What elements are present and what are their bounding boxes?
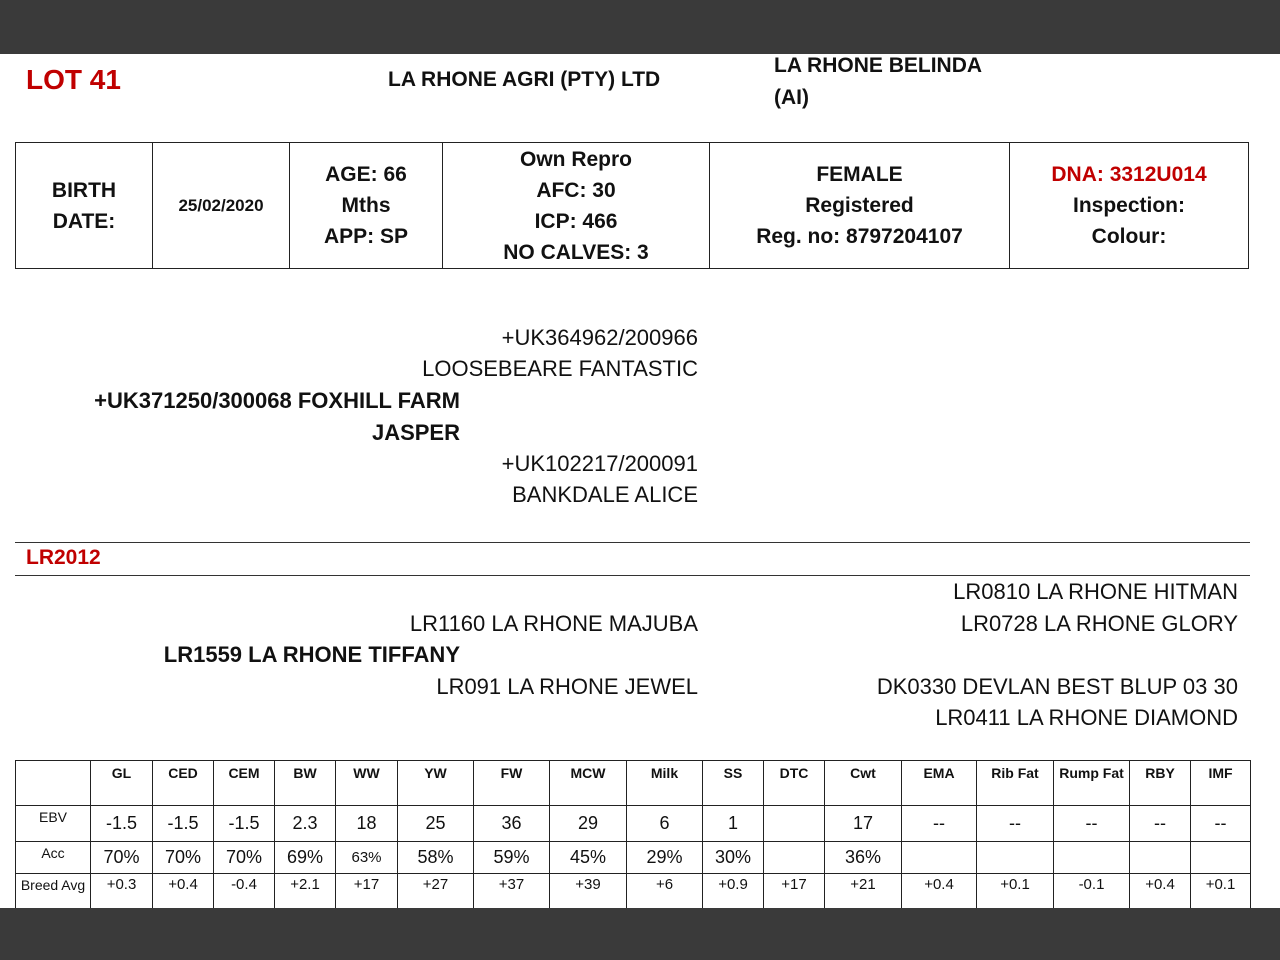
- birth-date-cell: [153, 143, 290, 269]
- breed-avg-cell: +17: [336, 874, 398, 909]
- acc-cell: 59%: [474, 842, 550, 874]
- breed-avg-cell: +0.9: [703, 874, 764, 909]
- acc-cell: 63%: [336, 842, 398, 874]
- row-label: Breed Avg: [16, 874, 91, 909]
- calves-value: NO CALVES: 3: [503, 240, 649, 264]
- sire-dam-id: +UK102217/200091: [501, 451, 698, 476]
- acc-cell: 58%: [398, 842, 474, 874]
- acc-cell: 30%: [703, 842, 764, 874]
- ebv-header-cell: CEM: [214, 761, 275, 806]
- ebv-header-cell: Rump Fat: [1054, 761, 1130, 806]
- ebv-cell: --: [902, 806, 977, 842]
- ebv-cell: 25: [398, 806, 474, 842]
- ebv-cell: --: [1130, 806, 1191, 842]
- breed-avg-cell: +17: [764, 874, 825, 909]
- breed-avg-cell: +0.1: [977, 874, 1054, 909]
- ebv-cell: 1: [703, 806, 764, 842]
- ebv-header-row: [16, 761, 1251, 806]
- breed-avg-cell: -0.1: [1054, 874, 1130, 909]
- sire-dam-name: BANKDALE ALICE: [512, 482, 698, 507]
- ebv-cell: 18: [336, 806, 398, 842]
- breeder-name: LA RHONE AGRI (PTY) LTD: [388, 68, 661, 91]
- viewer-top-bar: [0, 0, 1280, 54]
- breed-avg-cell: +39: [550, 874, 627, 909]
- ebv-header-cell: MCW: [550, 761, 627, 806]
- ebv-cell: -1.5: [214, 806, 275, 842]
- registration-number: Reg. no: 8797204107: [756, 225, 963, 248]
- mgd-sire: DK0330 DEVLAN BEST BLUP 03 30: [876, 674, 1238, 699]
- ebv-cell: 2.3: [275, 806, 336, 842]
- ebv-header-cell: BW: [275, 761, 336, 806]
- row-label: Acc: [16, 842, 91, 874]
- breed-avg-row: [16, 874, 1251, 909]
- animal-info-table: [15, 142, 1249, 269]
- breed-avg-cell: +0.4: [1130, 874, 1191, 909]
- divider-top: [15, 542, 1250, 543]
- breed-avg-cell: +0.4: [153, 874, 214, 909]
- ebv-cell: 29: [550, 806, 627, 842]
- ebv-row: [16, 806, 1251, 842]
- dam-name: LR1559 LA RHONE TIFFANY: [163, 642, 460, 667]
- acc-cell: 70%: [91, 842, 153, 874]
- ebv-cell: [764, 806, 825, 842]
- breed-avg-cell: +6: [627, 874, 703, 909]
- acc-cell: 69%: [275, 842, 336, 874]
- animal-name: LA RHONE BELINDA (AI): [774, 54, 982, 109]
- ebv-header-cell: IMF: [1191, 761, 1251, 806]
- age-unit: Mths: [341, 194, 391, 217]
- ebv-header-cell: GL: [91, 761, 153, 806]
- maternal-grandsire: LR1160 LA RHONE MAJUBA: [409, 611, 698, 636]
- mgd-dam: LR0411 LA RHONE DIAMOND: [935, 705, 1238, 730]
- birth-label: BIRTH: [51, 178, 117, 202]
- breed-avg-cell: +0.4: [902, 874, 977, 909]
- acc-cell: [764, 842, 825, 874]
- afc-value: AFC: 30: [536, 178, 616, 202]
- ebv-header-cell: [16, 761, 91, 806]
- sex-value: FEMALE: [816, 163, 903, 186]
- app-value: APP: SP: [323, 225, 409, 248]
- ebv-header-cell: Rib Fat: [977, 761, 1054, 806]
- ebv-header-cell: Milk: [627, 761, 703, 806]
- document-page: [0, 54, 1280, 908]
- breed-avg-cell: +0.1: [1191, 874, 1251, 909]
- icp-value: ICP: 466: [534, 209, 618, 233]
- mgs-dam: LR0728 LA RHONE GLORY: [960, 611, 1238, 636]
- acc-cell: 45%: [550, 842, 627, 874]
- breed-avg-cell: +27: [398, 874, 474, 909]
- divider-bottom: [15, 575, 1250, 576]
- inspection-label: Inspection:: [1072, 194, 1185, 217]
- sire-sire-name: LOOSEBEARE FANTASTIC: [422, 356, 698, 381]
- breed-avg-cell: +21: [825, 874, 902, 909]
- acc-cell: 36%: [825, 842, 902, 874]
- ebv-header-cell: RBY: [1130, 761, 1191, 806]
- row-label: EBV: [16, 806, 91, 842]
- acc-row: [16, 842, 1251, 874]
- viewer-bottom-bar: [0, 908, 1280, 960]
- ebv-cell: 6: [627, 806, 703, 842]
- dna-value: DNA: 3312U014: [1051, 163, 1207, 186]
- ebv-header-cell: CED: [153, 761, 214, 806]
- breed-avg-cell: -0.4: [214, 874, 275, 909]
- registered-status: Registered: [805, 194, 914, 217]
- breed-avg-cell: +2.1: [275, 874, 336, 909]
- acc-cell: [1130, 842, 1191, 874]
- age-value: AGE: 66: [325, 163, 407, 186]
- ebv-cell: -1.5: [91, 806, 153, 842]
- birth-date-label-cell: [16, 143, 153, 269]
- date-label: DATE:: [52, 209, 116, 233]
- acc-cell: 70%: [153, 842, 214, 874]
- dna-cell: [1010, 143, 1249, 269]
- repro-title: Own Repro: [519, 147, 632, 171]
- breed-avg-cell: +0.3: [91, 874, 153, 909]
- acc-cell: 70%: [214, 842, 275, 874]
- ebv-table: [15, 760, 1251, 908]
- sire-line-2: JASPER: [371, 420, 460, 445]
- ebv-cell: 17: [825, 806, 902, 842]
- ebv-header-cell: Cwt: [825, 761, 902, 806]
- breed-avg-cell: +37: [474, 874, 550, 909]
- acc-cell: [1054, 842, 1130, 874]
- ebv-header-cell: EMA: [902, 761, 977, 806]
- acc-cell: [977, 842, 1054, 874]
- repro-cell: [443, 143, 710, 269]
- mgs-sire: LR0810 LA RHONE HITMAN: [953, 579, 1238, 604]
- acc-cell: [902, 842, 977, 874]
- ebv-header-cell: SS: [703, 761, 764, 806]
- ebv-cell: --: [1054, 806, 1130, 842]
- herd-code: LR2012: [26, 546, 101, 569]
- ebv-cell: --: [1191, 806, 1251, 842]
- ebv-cell: -1.5: [153, 806, 214, 842]
- ebv-header-cell: FW: [474, 761, 550, 806]
- acc-cell: [1191, 842, 1251, 874]
- maternal-granddam: LR091 LA RHONE JEWEL: [436, 674, 698, 699]
- age-cell: [290, 143, 443, 269]
- lot-number: LOT 41: [26, 64, 121, 95]
- colour-label: Colour:: [1091, 225, 1167, 248]
- ebv-cell: --: [977, 806, 1054, 842]
- ebv-header-cell: YW: [398, 761, 474, 806]
- ebv-header-cell: DTC: [764, 761, 825, 806]
- registration-cell: [710, 143, 1010, 269]
- acc-cell: 29%: [627, 842, 703, 874]
- birth-date-value: 25/02/2020: [178, 196, 264, 215]
- ebv-header-cell: WW: [336, 761, 398, 806]
- sire-line-1: +UK371250/300068 FOXHILL FARM: [94, 388, 460, 413]
- ebv-cell: 36: [474, 806, 550, 842]
- sire-sire-id: +UK364962/200966: [501, 325, 698, 350]
